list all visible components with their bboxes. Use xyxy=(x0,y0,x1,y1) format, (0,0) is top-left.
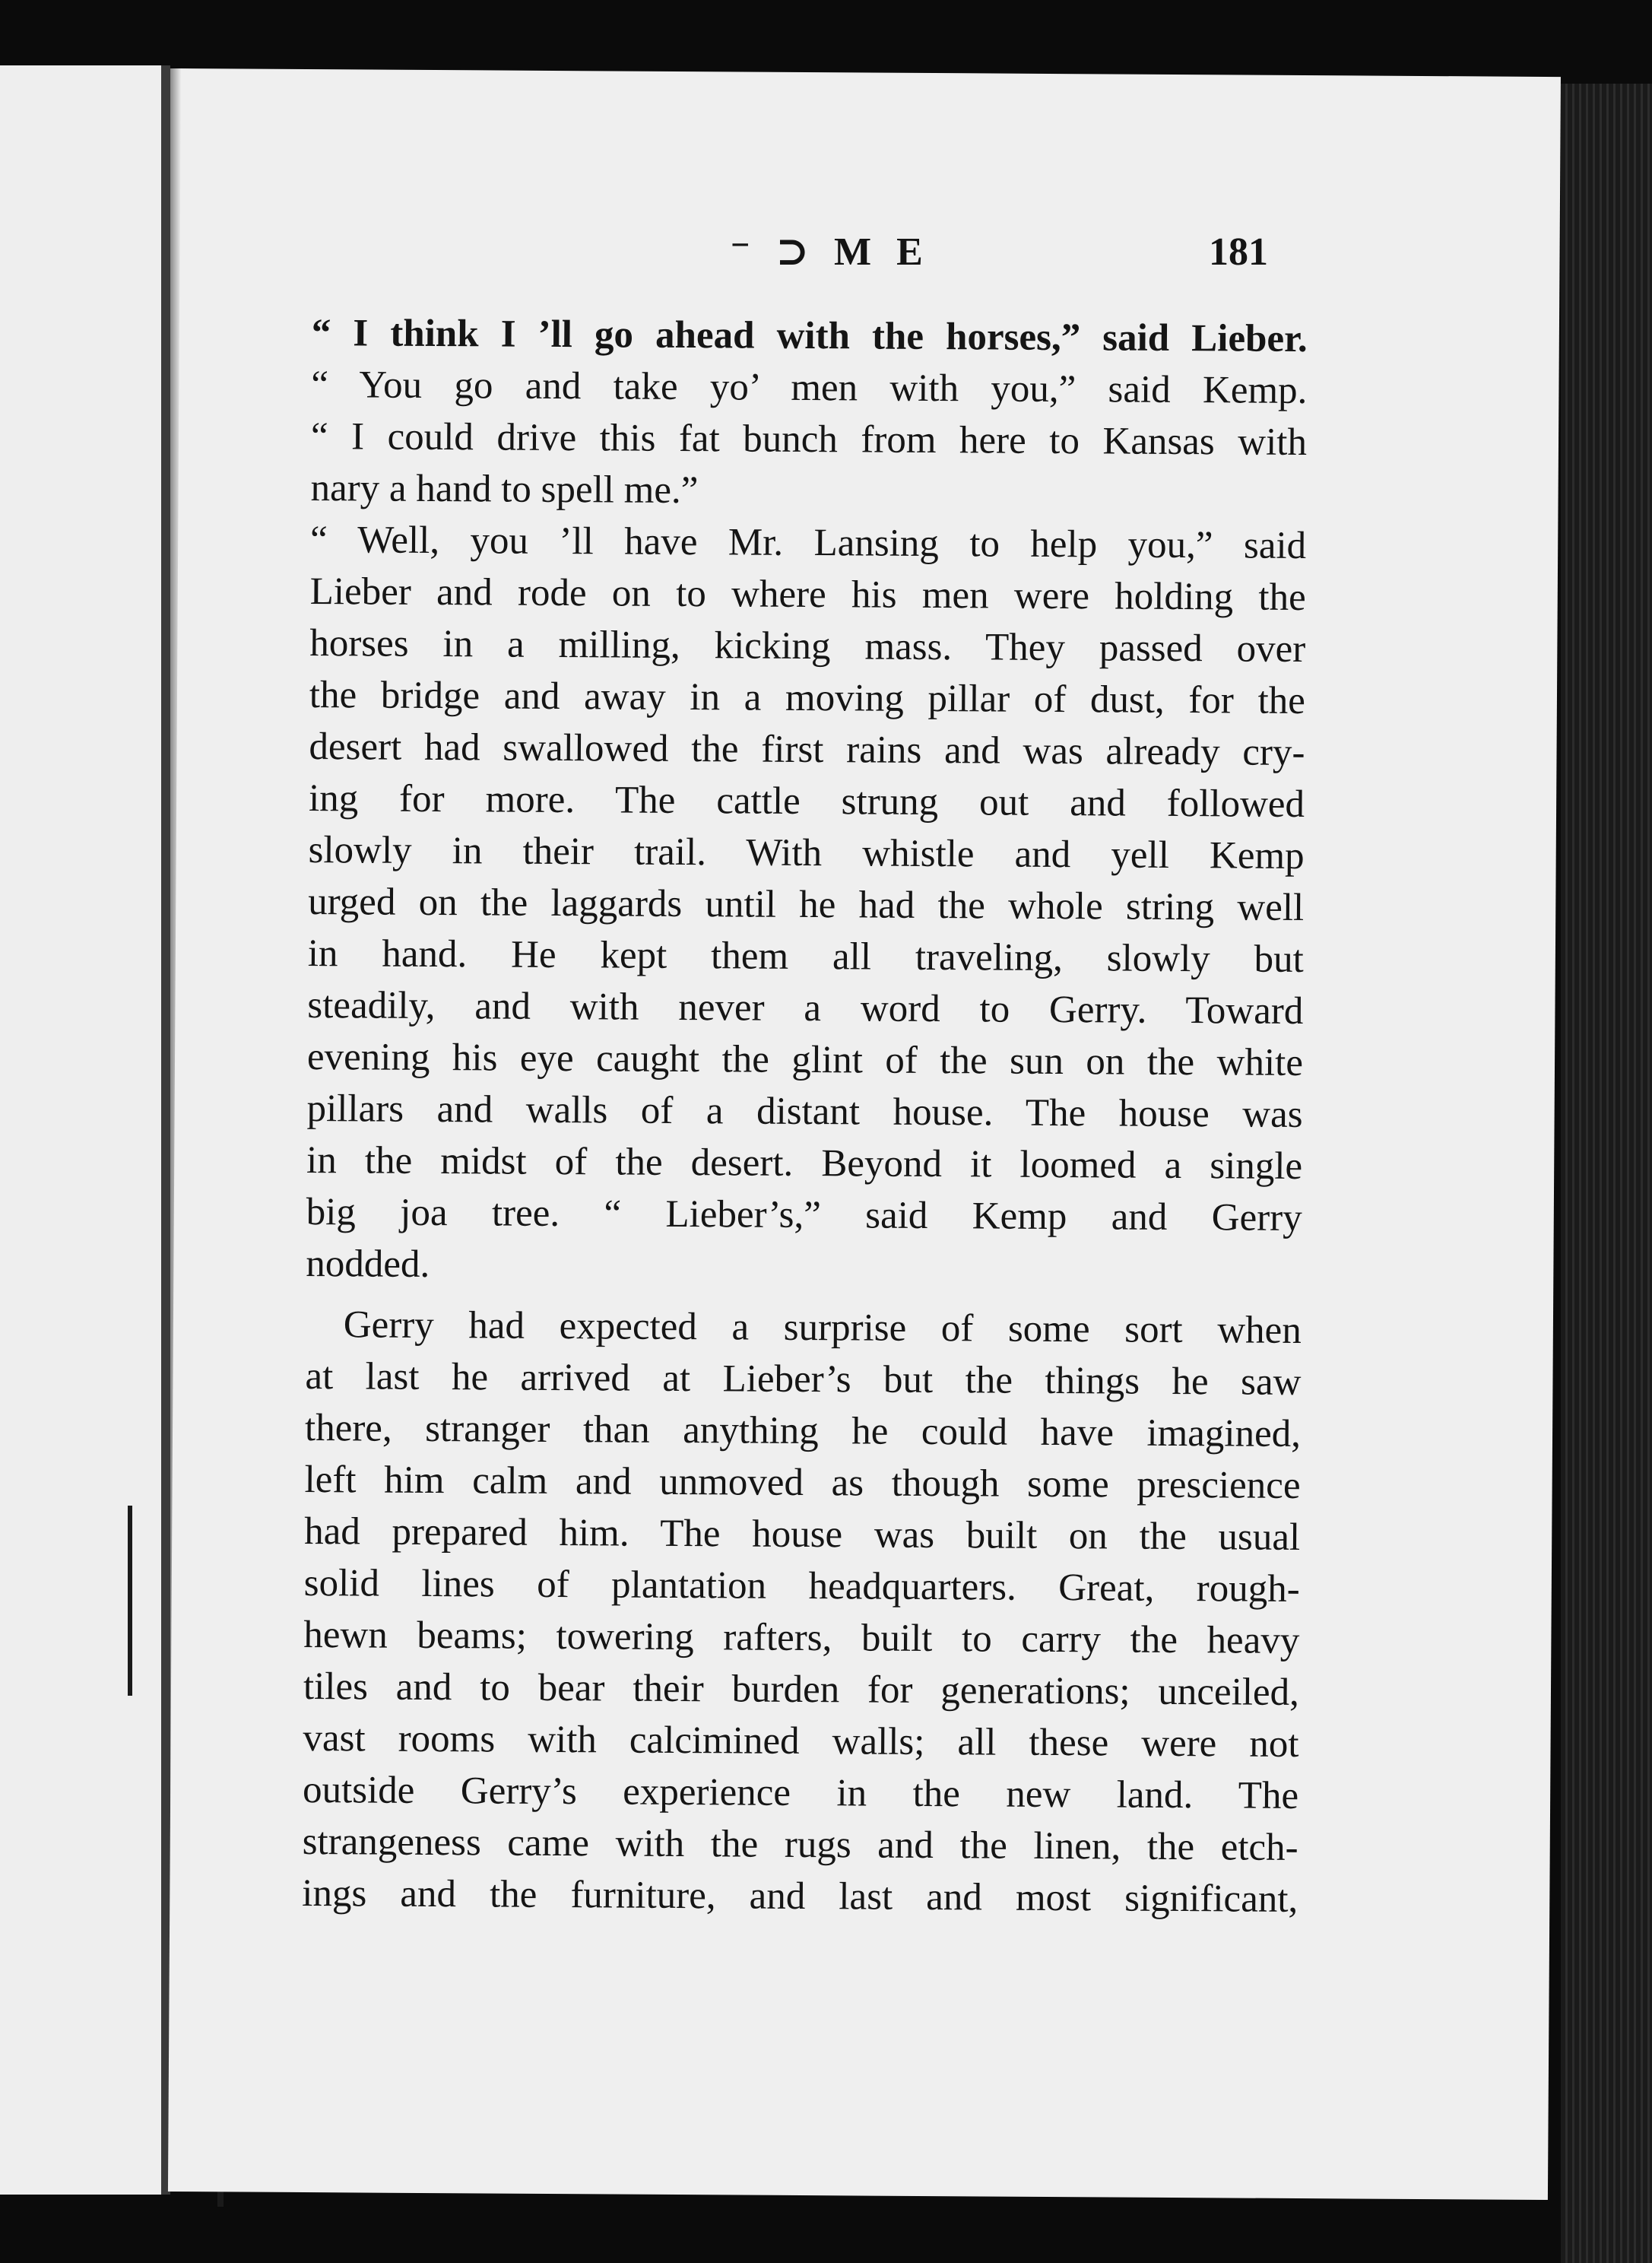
text-line: at last he arrived at Lieber’s but the things he saw xyxy=(305,1354,1302,1404)
text-line: there, stranger than anything he could have imagined, xyxy=(304,1406,1302,1455)
text-line: “ Well, you ’ll have Mr. Lansing to help you,” said xyxy=(309,518,1307,567)
body-text xyxy=(302,307,1308,1925)
text-line: outside Gerry’s experience in the new land. The xyxy=(302,1768,1299,1817)
text-line: ings and the furniture, and last and most significant, xyxy=(302,1871,1298,1921)
text-line: solid lines of plantation headquarters. Great, rough- xyxy=(303,1561,1300,1611)
text-line: vast rooms with calcimined walls; all these were not xyxy=(303,1716,1299,1766)
text-line: pillars and walls of a distant house. The house was xyxy=(306,1087,1303,1136)
text-line: nodded. xyxy=(306,1242,430,1286)
text-line: “ You go and take yo’ men with you,” said Kemp. xyxy=(311,363,1308,412)
text-line: big joa tree. “ Lieber’s,” said Kemp and Gerry xyxy=(306,1190,1302,1239)
text-line: urged on the laggards until he had the whole string well xyxy=(308,880,1305,929)
text-line: “ I think I ’ll go ahead with the horses,” said Lieber. xyxy=(311,311,1308,361)
text-line: hewn beams; towering rafters, built to carry the heavy xyxy=(303,1613,1300,1662)
text-line: ing for more. The cattle strung out and followed xyxy=(308,776,1305,826)
text-line: “ I could drive this fat bunch from here to Kansas with xyxy=(310,414,1308,464)
left-page-edge xyxy=(0,65,161,2195)
text-line: steadily, and with never a word to Gerry. Toward xyxy=(307,983,1304,1033)
running-head: ⁻ ⊃ M E xyxy=(730,230,931,274)
page-number: 181 xyxy=(1209,230,1268,274)
text-line: Gerry had expected a surprise of some sort when xyxy=(343,1303,1302,1352)
page-stack-edge xyxy=(1561,84,1652,2263)
text-line: slowly in their trail. With whistle and yell Kemp xyxy=(308,828,1305,878)
text-line: nary a hand to spell me.” xyxy=(310,466,699,513)
text-line: in hand. He kept them all traveling, slowly but xyxy=(307,932,1304,981)
text-line: horses in a milling, kicking mass. They passed over xyxy=(309,621,1306,671)
text-line: the bridge and away in a moving pillar of dust, for the xyxy=(309,673,1306,722)
text-line: evening his eye caught the glint of the sun on the white xyxy=(306,1035,1304,1084)
text-line: in the midst of the desert. Beyond it loomed a single xyxy=(306,1138,1303,1188)
text-line: had prepared him. The house was built on the usual xyxy=(303,1509,1301,1559)
margin-mark xyxy=(217,2190,224,2207)
text-line: strangeness came with the rugs and the linen, the etch- xyxy=(302,1820,1298,1869)
text-line: left him calm and unmoved as though some prescience xyxy=(304,1458,1301,1507)
book-gutter xyxy=(161,65,170,2195)
margin-mark xyxy=(128,1506,132,1696)
text-line: Lieber and rode on to where his men were holding the xyxy=(309,570,1306,619)
text-line: tiles and to bear their burden for generations; unceiled, xyxy=(303,1665,1300,1714)
text-line: desert had swallowed the first rains and was already cry- xyxy=(309,725,1305,774)
